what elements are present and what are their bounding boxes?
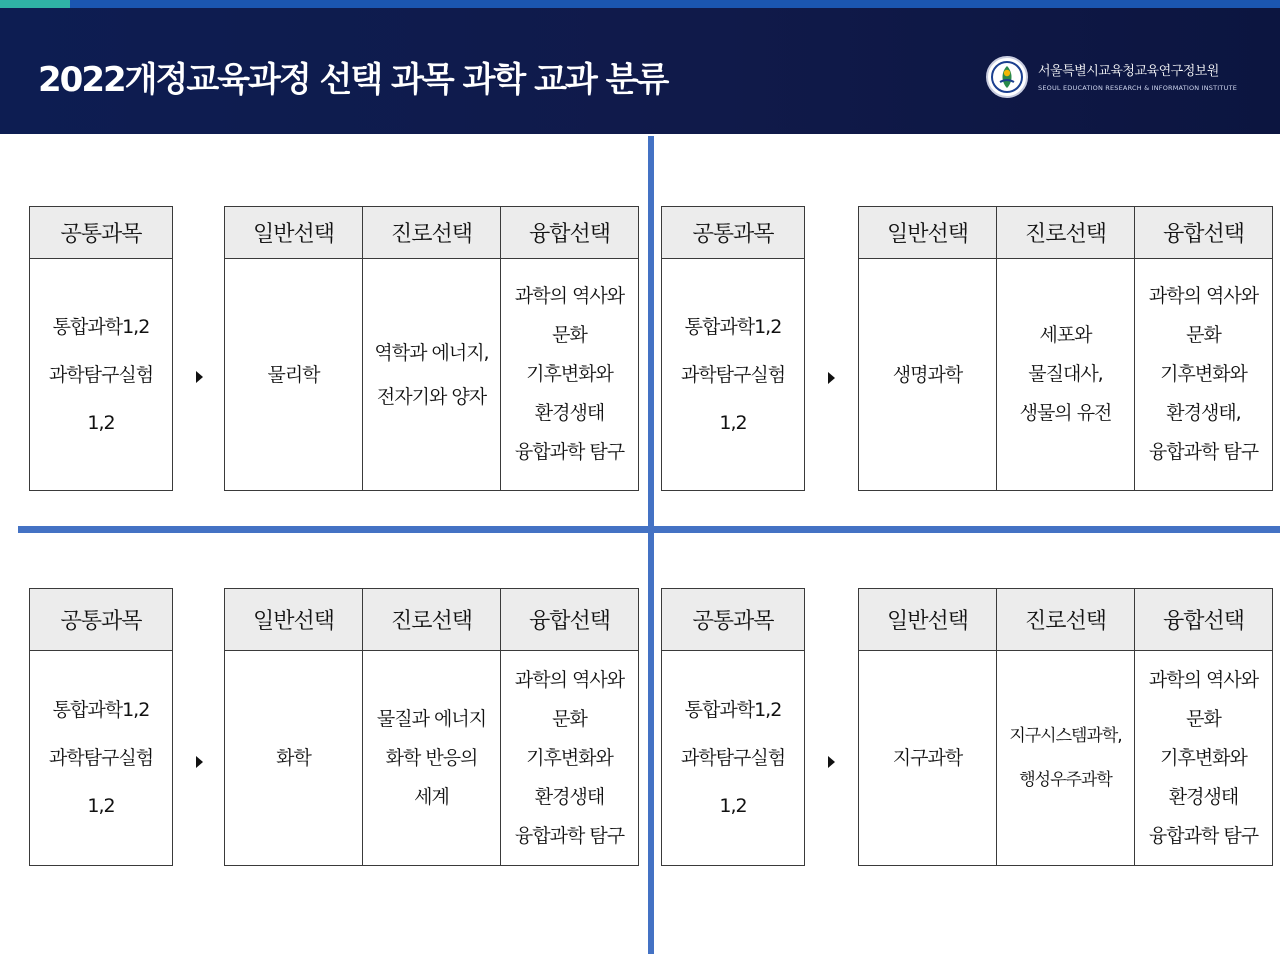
triangle-right-icon xyxy=(828,372,835,384)
convergence-elective-cell xyxy=(501,651,639,866)
top-accent-strip xyxy=(0,0,1280,8)
convergence-elective-line: 환경생태 xyxy=(534,402,605,424)
general-elective-line: 지구과학 xyxy=(892,747,963,769)
page-title: 2022개정교육과정 선택 과목 과학 교과 분류 xyxy=(38,60,668,100)
career-elective-line: 세계 xyxy=(414,785,449,808)
convergence-elective-cell xyxy=(1135,259,1273,491)
convergence-elective-line: 과학의 역사와 xyxy=(1148,285,1259,307)
common-subject-line: 1,2 xyxy=(87,411,115,434)
org-name-english: SEOUL EDUCATION RESEARCH & INFORMATION INSTITUTE xyxy=(1038,84,1238,92)
career-elective-line: 물질과 에너지 xyxy=(376,707,487,730)
horizontal-divider xyxy=(18,526,1280,533)
common-subject-table xyxy=(661,588,805,866)
career-elective-line: 전자기와 양자 xyxy=(376,385,487,408)
career-elective-cell xyxy=(997,259,1135,491)
general-elective-cell xyxy=(859,651,997,866)
general-elective-header: 일반선택 xyxy=(225,207,363,259)
common-subject-table xyxy=(29,588,173,866)
convergence-elective-line: 문화 xyxy=(552,324,587,346)
common-subject-line: 통합과학1,2 xyxy=(52,315,150,338)
common-subject-line: 1,2 xyxy=(719,795,747,817)
org-name: 서울특별시교육청교육연구정보원 xyxy=(1038,64,1219,79)
convergence-elective-line: 과학의 역사와 xyxy=(514,668,625,691)
career-elective-cell xyxy=(997,651,1135,866)
elective-subject-table xyxy=(858,206,1273,491)
convergence-elective-line: 기후변화와 xyxy=(526,363,613,385)
convergence-elective-line: 문화 xyxy=(1186,707,1221,730)
common-subject-cell xyxy=(662,259,805,491)
common-subject-line: 과학탐구실험 xyxy=(48,747,154,769)
convergence-elective-header: 융합선택 xyxy=(1135,207,1273,259)
convergence-elective-line: 융합과학 탐구 xyxy=(514,441,625,463)
career-elective-line: 생물의 유전 xyxy=(1019,402,1112,424)
career-elective-line: 지구시스템과학, xyxy=(1009,726,1122,746)
career-elective-cell xyxy=(363,259,501,491)
elective-subject-table xyxy=(858,588,1273,866)
convergence-elective-line: 융합과학 탐구 xyxy=(1148,824,1259,847)
common-subject-cell xyxy=(662,651,805,866)
emblem-icon xyxy=(986,56,1028,98)
common-subject-table xyxy=(29,206,173,491)
triangle-right-icon xyxy=(196,371,203,383)
convergence-elective-line: 기후변화와 xyxy=(1160,363,1247,385)
convergence-elective-cell xyxy=(1135,651,1273,866)
common-subject-line: 통합과학1,2 xyxy=(684,315,782,338)
general-elective-line: 화학 xyxy=(276,747,311,769)
general-elective-cell xyxy=(225,651,363,866)
convergence-elective-line: 과학의 역사와 xyxy=(514,285,625,307)
career-elective-header: 진로선택 xyxy=(997,589,1135,651)
common-subject-header: 공통과목 xyxy=(662,589,805,651)
convergence-elective-line: 환경생태, xyxy=(1166,402,1241,424)
common-subject-header: 공통과목 xyxy=(30,207,173,259)
common-subject-line: 과학탐구실험 xyxy=(680,363,786,386)
elective-subject-table xyxy=(224,588,639,866)
career-elective-cell xyxy=(363,651,501,866)
career-elective-line: 물질대사, xyxy=(1028,363,1103,385)
header-banner xyxy=(0,8,1280,134)
convergence-elective-line: 문화 xyxy=(1186,324,1221,346)
vertical-divider xyxy=(648,136,654,954)
career-elective-line: 화학 반응의 xyxy=(385,746,478,769)
general-elective-header: 일반선택 xyxy=(859,207,997,259)
convergence-elective-line: 기후변화와 xyxy=(526,746,613,769)
top-accent-teal xyxy=(0,0,70,8)
common-subject-line: 과학탐구실험 xyxy=(680,747,786,769)
general-elective-line: 생명과학 xyxy=(892,363,963,386)
elective-subject-table xyxy=(224,206,639,491)
general-elective-line: 물리학 xyxy=(267,363,320,386)
general-elective-cell xyxy=(859,259,997,491)
general-elective-header: 일반선택 xyxy=(859,589,997,651)
common-subject-line: 통합과학1,2 xyxy=(684,699,782,721)
career-elective-line: 행성우주과학 xyxy=(1019,770,1112,790)
triangle-right-icon xyxy=(828,756,835,768)
common-subject-header: 공통과목 xyxy=(30,589,173,651)
convergence-elective-cell xyxy=(501,259,639,491)
convergence-elective-line: 문화 xyxy=(552,707,587,730)
convergence-elective-line: 환경생태 xyxy=(1168,785,1239,808)
triangle-right-icon xyxy=(196,756,203,768)
career-elective-header: 진로선택 xyxy=(363,207,501,259)
common-subject-header: 공통과목 xyxy=(662,207,805,259)
convergence-elective-line: 기후변화와 xyxy=(1160,746,1247,769)
career-elective-line: 세포와 xyxy=(1039,324,1092,346)
convergence-elective-line: 융합과학 탐구 xyxy=(1148,441,1259,463)
org-logo xyxy=(986,54,1276,104)
career-elective-header: 진로선택 xyxy=(363,589,501,651)
career-elective-line: 역학과 에너지, xyxy=(374,341,489,364)
common-subject-line: 통합과학1,2 xyxy=(52,699,150,721)
common-subject-line: 1,2 xyxy=(719,411,747,434)
convergence-elective-line: 융합과학 탐구 xyxy=(514,824,625,847)
common-subject-line: 과학탐구실험 xyxy=(48,363,154,386)
convergence-elective-line: 과학의 역사와 xyxy=(1148,668,1259,691)
convergence-elective-header: 융합선택 xyxy=(1135,589,1273,651)
common-subject-cell xyxy=(30,651,173,866)
convergence-elective-header: 융합선택 xyxy=(501,589,639,651)
career-elective-header: 진로선택 xyxy=(997,207,1135,259)
common-subject-cell xyxy=(30,259,173,491)
general-elective-cell xyxy=(225,259,363,491)
convergence-elective-header: 융합선택 xyxy=(501,207,639,259)
common-subject-line: 1,2 xyxy=(87,795,115,817)
convergence-elective-line: 환경생태 xyxy=(534,785,605,808)
general-elective-header: 일반선택 xyxy=(225,589,363,651)
common-subject-table xyxy=(661,206,805,491)
